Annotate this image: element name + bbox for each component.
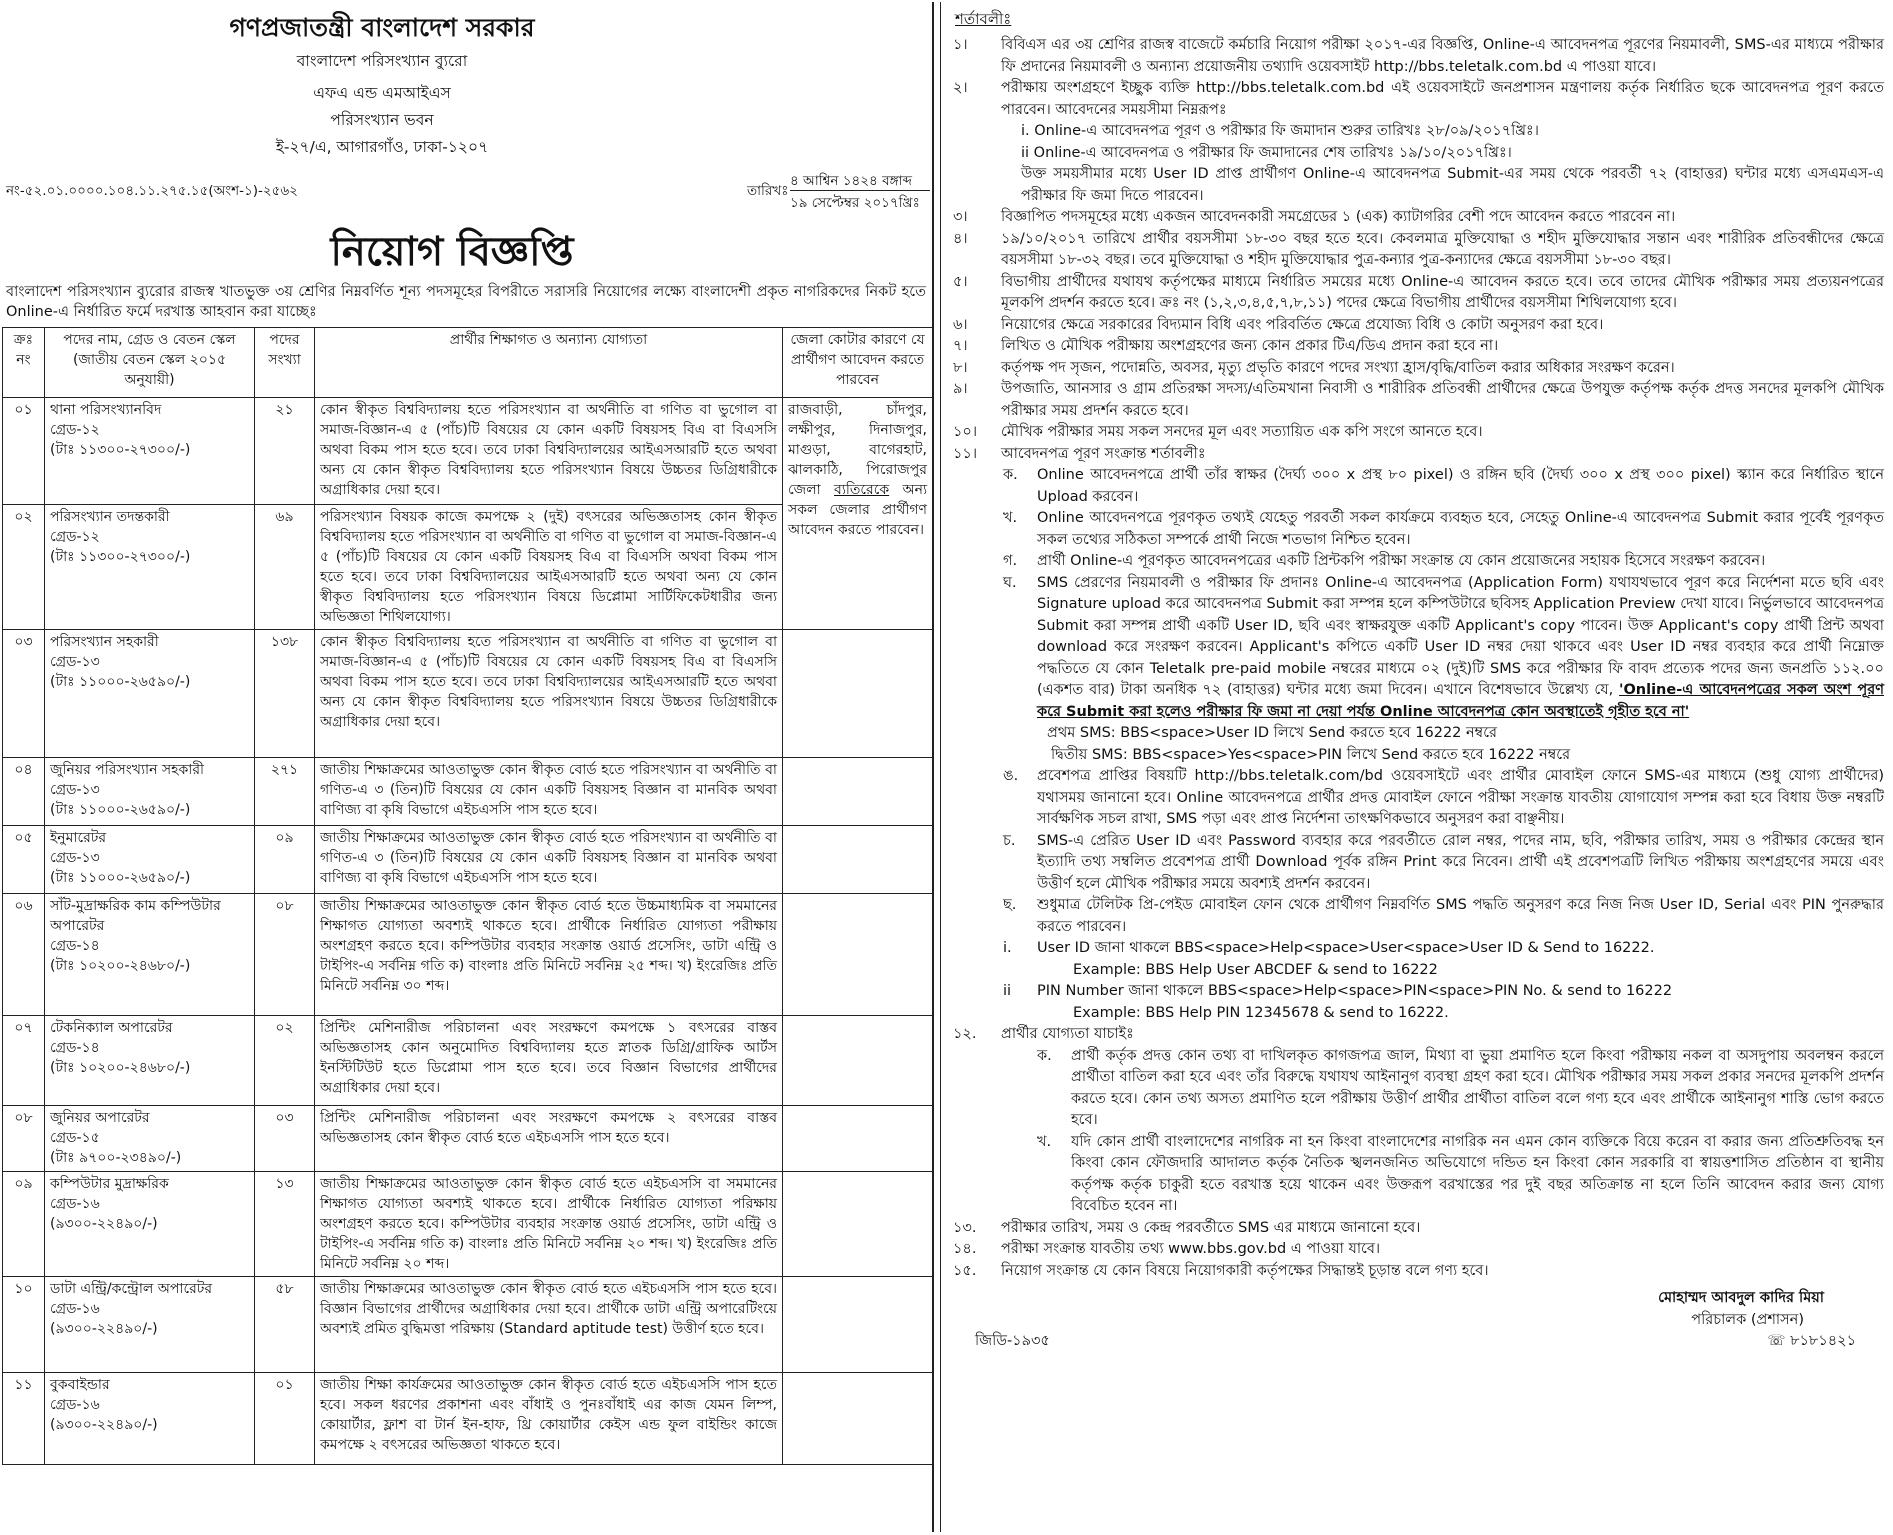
gd-number: জিডি-১৯৩৫	[975, 1333, 1050, 1349]
table-row	[3, 894, 933, 1016]
sub-text: SMS-এ প্রেরিত User ID এবং Password ব্যবহার করে পরবর্তীতে রোল নম্বর, পদের নাম, ছবি, পরীক্ষার তারিখ, সময় ও পরীক্ষার কেন্দ্রের স্থান ইত্যাদি তথ্য সম্বলিত প্রবেশপত্র প্রার্থী Download পূর্বক রঙ্গিন Print করে নিবেন। প্রার্থী এই প্রবেশপত্রটি লিখিত পরীক্ষায় অংশগ্রহণের সময়ে এবং উত্তীর্ণ হলে মৌখিক পরীক্ষার সময়ে অবশ্যই প্রদর্শন করবেন।	[1037, 832, 1884, 892]
end-date-line: ii Online-এ আবেদনপত্র ও পরীক্ষার ফি জমাদানের শেষ তারিখঃ ১৯/১০/২০১৭খ্রিঃ।	[1021, 144, 1512, 161]
row-post	[45, 758, 255, 826]
post-name: পরিসংখ্যান তদন্তকারী	[50, 509, 170, 525]
row-count: ১৩	[255, 1172, 315, 1277]
sub-text: Online আবেদনপত্রে পূরণকৃত তথ্যই যেহেতু পরবর্তী সকল কার্যক্রমে ব্যবহৃত হবে, সেহেতু Online-এ আবেদনপত্র Submit করার পূর্বেই পূরণকৃত সকল তথ্যের সঠিকতা সম্পর্কে প্রার্থী নিজে শতভাগ নিশ্চিত হবেন।	[1037, 510, 1884, 548]
post-scale: (টাঃ ১১৩০০-২৭৩০০/-)	[50, 549, 191, 565]
condition-1	[947, 35, 1884, 78]
condition-text: কর্তৃপক্ষ পদ সৃজন, পদোন্নতি, অবসর, মৃত্যু প্রভৃতি কারণে পদের সংখ্যা হ্রাস/বৃদ্ধি/বাতিল করার অধিকার সংরক্ষণ করেন।	[1001, 359, 1675, 376]
header-quota: জেলা কোটার কারণে যে প্রার্থীগণ আবেদন করতে পারবেন	[783, 328, 933, 398]
post-grade: গ্রেড-১৪	[50, 1040, 100, 1056]
quota-rest: অন্য সকল জেলার প্রার্থীগণ আবেদন করতে পারবেন।	[788, 482, 928, 538]
condition-11-chha	[1003, 895, 1884, 938]
condition-11-ka	[1003, 465, 1884, 508]
building-name: পরিসংখ্যান ভবন	[330, 111, 434, 129]
date-bangla: ৪ আশ্বিন ১৪২৪ বঙ্গাব্দ	[790, 173, 912, 189]
post-name: পরিসংখ্যান সহকারী	[50, 634, 159, 650]
sub-text	[1037, 573, 1884, 724]
condition-text: বিভাগীয় প্রার্থীদের যথাযথ কর্তৃপক্ষের মাধ্যমে নির্ধারিত সময়ের মধ্যে Online-এ আবেদন করতে হবে। তবে তাদের মৌখিক পরীক্ষার সময় প্রত্যয়নপত্রের মূলকপি প্রদর্শন করতে হবে। ক্রঃ নং (১,২,৩,৪,৫,৭,৮,১১) পদের ক্ষেত্রে বিভাগীয় প্রার্থীদের বয়সসীমা শিথিলযোগ্য হবে।	[1001, 273, 1884, 311]
condition-7	[947, 336, 1884, 358]
govt-name: গণপ্রজাতন্ত্রী বাংলাদেশ সরকার	[229, 13, 535, 42]
row-count: ০৮	[255, 894, 315, 1016]
condition-11-ga	[1003, 551, 1884, 573]
sub-text: প্রার্থী কর্তৃক প্রদত্ত কোন তথ্য বা দাখিলকৃত কাগজপত্র জাল, মিথ্যা বা ভুয়া প্রমাণিত হলে কিংবা পরীক্ষায় নকল বা অসদুপায় অবলম্বন করলে প্রার্থীতা বাতিল করা হবে এবং তাঁর বিরুদ্ধে যথাযথ আইনানুগ ব্যবস্থা গ্রহণ করা হবে। মৌখিক পরীক্ষার সময় সকল প্রকার সনদের মূলকপি প্রদর্শন করতে হবে। কোন তথ্য অসত্য প্রমাণিত হলে পরীক্ষায় উত্তীর্ণ প্রার্থীর প্রার্থীতা বাতিল বলে গণ্য হবে এবং প্রার্থীকে আইনানুগ শাস্তি ভোগ করতে হবে।	[1071, 1047, 1884, 1128]
signatory-designation: পরিচালক (প্রশাসন)	[1691, 1311, 1804, 1328]
condition-2	[947, 78, 1884, 121]
quota-empty	[783, 630, 933, 758]
condition-text: মৌখিক পরীক্ষার সময় সকল সনদের মূল এবং সত্যায়িত এক কপি সংগে আনতে হবে।	[1001, 424, 1483, 440]
address: ই-২৭/এ, আগারগাঁও, ঢাকা-১২০৭	[275, 138, 489, 156]
sub-number: i.	[1003, 940, 1012, 956]
condition-number: ৯।	[953, 381, 968, 397]
header-education: প্রার্থীর শিক্ষাগত ও অন্যান্য যোগ্যতা	[315, 328, 783, 398]
date-label: তারিখঃ	[747, 183, 789, 199]
row-count: ৬৯	[255, 505, 315, 630]
row-post	[45, 1106, 255, 1172]
row-post	[45, 826, 255, 894]
intro-text: বাংলাদেশ পরিসংখ্যান ব্যুরোর রাজস্ব খাতভুক্ত ৩য় শ্রেণির নিম্নবর্ণিত শূন্য পদসমূহের বিপরীতে সরাসরি নিয়োগের লক্ষ্যে বাংলাদেশী প্রকৃত নাগরিকদের নিকট হতে Online-এ নির্ধারিত ফর্মে দরখাস্ত আহবান করা যাচ্ছেঃ	[6, 284, 926, 320]
post-scale: (টাঃ ১১০০০-২৬৫৯০/-)	[50, 870, 191, 886]
phone-number: ৮১৮১৪২১	[1790, 1333, 1856, 1349]
post-grade: গ্রেড-১৩	[50, 850, 100, 866]
row-count: ০২	[255, 1016, 315, 1106]
table-row	[3, 1016, 933, 1106]
fee-warning: 'Online-এ আবেদনপত্রের সকল অংশ পূরণ করে Submit করা হলেও পরীক্ষার ফি জমা না দেয়া পর্যন্ত Online আবেদনপত্র কোন অবস্থাতেই গৃহীত হবে না'	[1037, 682, 1884, 720]
table-row	[3, 826, 933, 894]
condition-text: লিখিত ও মৌখিক পরীক্ষায় অংশগ্রহণের জন্য কোন প্রকার টিএ/ডিএ প্রদান করা হবে না।	[1001, 338, 1499, 354]
post-scale: (৯৩০০-২২৪৯০/-)	[50, 1417, 158, 1433]
condition-10	[947, 422, 1884, 444]
quota-cell	[783, 398, 933, 630]
quota-districts: রাজবাড়ী, চাঁদপুর, লক্ষীপুর, দিনাজপুর, মাগুড়া, বাগেরহাট, ঝালকাঠি, পিরোজপুর জেলা	[788, 402, 927, 498]
condition-11-kha	[1003, 508, 1884, 551]
row-education: জাতীয় শিক্ষাক্রমের আওতাভুক্ত কোন স্বীকৃত বোর্ড হতে এইচএসসি বা সমমানের শিক্ষাগত যোগ্যতা অবশ্যই থাকতে হবে। প্রার্থীকে নির্ধারিত যোগ্যতা পরিক্ষায় অংশগ্রহণ করতে হবে। কম্পিউটার ব্যবহার সংক্রান্ত ওয়ার্ড প্রসেসিং, ডাটা এন্ট্রি ও টাইপিং-এ সর্বনিম্ন গতি ক) বাংলাঃ প্রতি মিনিটে সর্বনিম্ন ২০ শব্দ। খ) ইংরেজিঃ প্রতি মিনিটে সর্বনিম্ন ২০ শব্দ।	[315, 1172, 783, 1277]
start-date-line: i. Online-এ আবেদনপত্র পূরণ ও পরীক্ষার ফি জমাদান শুরুর তারিখঃ ২৮/০৯/২০১৭খ্রিঃ।	[1021, 123, 1539, 139]
row-education: জাতীয় শিক্ষাক্রমের আওতাভুক্ত কোন স্বীকৃত বোর্ড হতে পরিসংখ্যান বা অর্থনীতি বা গণিত-এ ৩ (তিন)টি বিষয়ের যে কোন একটি বিষয়সহ বিজ্ঞান বা মানবিক অথবা বাণিজ্য বা কৃষি বিভাগে এইচএসসি পাস হতে হবে।	[315, 758, 783, 826]
sub-text: শুধুমাত্র টেলিটক প্রি-পেইড মোবাইল ফোন থেকে প্রার্থীগণ নিম্নবর্ণিত SMS পদ্ধতি অনুসরণ করে নিজ নিজ User ID, Serial এবং PIN পুনরুদ্ধার করতে পারবেন।	[1037, 897, 1884, 935]
second-sms-instruction: দ্বিতীয় SMS: BBS<space>Yes<space>PIN লিখে Send করতে হবে 16222 নম্বরে	[1051, 746, 1571, 763]
post-name: বুকবাইন্ডার	[50, 1377, 110, 1393]
bureau-name: বাংলাদেশ পরিসংখ্যান ব্যুরো	[296, 52, 468, 70]
post-name: জুনিয়র অপারেটর	[50, 1110, 150, 1126]
row-education: জাতীয় শিক্ষাক্রমের আওতাভুক্ত কোন স্বীকৃত বোর্ড হতে উচ্চমাধ্যমিক বা সমমানের শিক্ষাগত যোগ্যতা অবশ্যই থাকতে হবে। প্রার্থীকে নির্ধারিত যোগ্যতা পরীক্ষায় অংশগ্রহণ করতে হবে। কম্পিউটার ব্যবহার সংক্রান্ত ওয়ার্ড প্রসেসিং, ডাটা এন্ট্রি ও টাইপিং-এ সর্বনিম্ন গতি ক) বাংলাঃ প্রতি মিনিটে সর্বনিম্ন ২৫ শব্দ। খ) ইংরেজিঃ প্রতি মিনিটে সর্বনিম্ন ৩০ শব্দ।	[315, 894, 783, 1016]
sub-number: ii	[1003, 983, 1012, 999]
post-scale: (টাঃ ১১০০০-২৬৫৯০/-)	[50, 802, 191, 818]
condition-text: নিয়োগ সংক্রান্ত যে কোন বিষয়ে নিয়োগকারী কর্তৃপক্ষের সিদ্ধান্তই চূড়ান্ত বলে গণ্য হবে।	[1001, 1262, 1489, 1279]
table-row	[3, 758, 933, 826]
condition-13	[947, 1218, 1884, 1240]
post-grade: গ্রেড-১৬	[50, 1196, 100, 1212]
post-grade: গ্রেড-১৩	[50, 654, 100, 670]
row-post	[45, 505, 255, 630]
table-row	[3, 630, 933, 758]
row-serial: ০৬	[3, 894, 45, 1016]
row-count: ০১	[255, 1373, 315, 1465]
row-serial: ০৩	[3, 630, 45, 758]
condition-11-gha	[1003, 573, 1884, 724]
row-post	[45, 1373, 255, 1465]
sub-text: Online আবেদনপত্রে প্রার্থী তাঁর স্বাক্ষর (দৈর্ঘ্য ৩০০ x প্রস্থ ৮০ pixel) ও রঙ্গিন ছবি (দৈর্ঘ্য ৩০০ x প্রস্থ ৩০০ pixel) স্ক্যান করে নির্ধারিত স্থানে Upload করবেন।	[1037, 467, 1884, 505]
condition-number: ১১।	[953, 445, 978, 462]
condition-text: ১৯/১০/২০১৭ তারিখে প্রার্থীর বয়সসীমা ১৮-৩০ বছর হতে হবে। কেবলমাত্র মুক্তিযোদ্ধা ও শহীদ মুক্তিযোদ্ধার সন্তান এবং শারীরিক প্রতিবন্ধীদের ক্ষেত্রে বয়সসীমা ১৮-৩২ বছর। তবে মুক্তিযোদ্ধা ও শহীদ মুক্তিযোদ্ধার পুত্র-কন্যার পুত্র-কন্যাদের ক্ষেত্রে বয়সসীমা ১৮-৩০ বছর।	[1001, 230, 1884, 268]
header-count: পদের সংখ্যা	[255, 328, 315, 398]
row-serial: ০৮	[3, 1106, 45, 1172]
header-sl: ক্রঃ নং	[3, 328, 45, 398]
condition-11-uma	[1003, 766, 1884, 831]
row-serial: ১১	[3, 1373, 45, 1465]
phone-icon: ☏	[1767, 1333, 1786, 1349]
row-serial: ০৫	[3, 826, 45, 894]
condition-11	[947, 444, 1884, 466]
post-scale: (টাঃ ১১০০০-২৬৫৯০/-)	[50, 674, 191, 690]
fee-deadline-note: উক্ত সময়সীমার মধ্যে User ID প্রাপ্ত প্রার্থীগণ Online-এ আবেদনপত্র Submit-এর সময় থেকে পরবর্তী ৭২ (বাহাত্তর) ঘন্টার মধ্যে এসএমএস-এ পরীক্ষার ফি জমা দিতে পারবেন।	[1021, 166, 1884, 204]
post-name: জুনিয়র পরিসংখ্যান সহকারী	[50, 762, 205, 778]
post-grade: গ্রেড-১২	[50, 422, 100, 438]
sub-text: PIN Number জানা থাকলে BBS<space>Help<space>PIN<space>PIN No. & send to 16222	[1037, 983, 1673, 999]
condition-6	[947, 315, 1884, 337]
post-scale: (৯৩০০-২২৪৯০/-)	[50, 1216, 158, 1232]
condition-8	[947, 358, 1884, 380]
row-education: প্রিন্টিং মেশিনারীজ পরিচালনা এবং সংরক্ষণে কমপক্ষে ১ বৎসরের বাস্তব অভিজ্ঞতাসহ কোন অনুমোদিত বিশ্ববিদ্যালয় হতে স্নাতক ডিগ্রি/গ্রাফিক আর্টস ইনস্টিটিউট হতে ডিপ্লোমা পাস হতে হবে। তবে বিজ্ঞান বিভাগের প্রার্থীদের অগ্রাধিকার দেয়া হবে।	[315, 1016, 783, 1106]
condition-11-cha	[1003, 831, 1884, 896]
sub-number: গ.	[1003, 553, 1018, 569]
post-grade: গ্রেড-১২	[50, 529, 100, 545]
row-education: জাতীয় শিক্ষাক্রমের আওতাভুক্ত কোন স্বীকৃত বোর্ড হতে এইচএসসি পাস হতে হবে। বিজ্ঞান বিভাগের প্রার্থীদের অগ্রাধিকার দেয়া হবে। প্রার্থীকে ডাটা এন্ট্রি অপারেটিংয়ে অবশ্যই প্রমিত বুদ্ধিমত্তা পরিক্ষায় (Standard aptitude test) উত্তীর্ণ হতে হবে।	[315, 1277, 783, 1373]
row-serial: ০১	[3, 398, 45, 505]
condition-text: পরীক্ষায় অংশগ্রহণে ইচ্ছুক ব্যক্তি http://bbs.teletalk.com.bd এই ওয়েবসাইটে জনপ্রশাসন মন্ত্রণালয় কর্তৃক নির্ধারিত ছকে আবেদনপত্র পূরণ করতে পারবেন। আবেদনের সময়সীমা নিম্নরূপঃ	[1001, 80, 1884, 118]
post-name: টেকনিক্যাল অপারেটর	[50, 1020, 173, 1036]
row-post	[45, 398, 255, 505]
sub-number: ঙ.	[1003, 768, 1019, 784]
row-post	[45, 630, 255, 758]
row-count: ৫৮	[255, 1277, 315, 1373]
condition-14	[947, 1239, 1884, 1261]
vacancy-table	[2, 327, 933, 1465]
row-count: ০৯	[255, 826, 315, 894]
sub-text: প্রবেশপত্র প্রাপ্তির বিষয়টি http://bbs.teletalk.com/bd ওয়েবসাইটে এবং প্রার্থীর মোবাইল ফোনে SMS-এর মাধ্যমে (শুধু যোগ্য প্রার্থীদের) যথাসময় জানানো হবে। Online আবেদনপত্রে প্রার্থীর প্রদত্ত মোবাইল ফোনে পরীক্ষা সংক্রান্ত যাবতীয় যোগাযোগ সম্পন্ন করা হবে বিধায় উক্ত নম্বরটি সার্বক্ষণিক সচল রাখা, SMS পড়া এবং প্রাপ্ত নির্দেশনা তাৎক্ষণিকভাবে অনুসরণ করা বাঞ্ছনীয়।	[1037, 768, 1884, 827]
row-education: জাতীয় শিক্ষা কার্যক্রমের আওতাভুক্ত কোন স্বীকৃত বোর্ড হতে এইচএসসি পাস হতে হবে। সকল ধরণের প্রকাশনা এবং বাঁধাই ও পুনঃবাঁধাই এর কাজ যেমন লিম্প, কোয়ার্টার, ফ্লাশ বা টার্ন ইন-হাফ, থ্রি কোয়ার্টার কেইস এন্ড ফুল বাইন্ডিং কাজে কমপক্ষে ২ বৎসরের অভিজ্ঞতা থাকতে হবে।	[315, 1373, 783, 1465]
condition-text: পরীক্ষার তারিখ, সময় ও কেন্দ্র পরবর্তীতে SMS এর মাধ্যমে জানানো হবে।	[1001, 1219, 1421, 1236]
quota-empty	[783, 1106, 933, 1172]
quota-empty	[783, 1172, 933, 1277]
row-education: পরিসংখ্যান বিষয়ক কাজে কমপক্ষে ২ (দুই) বৎসরের অভিজ্ঞতাসহ কোন স্বীকৃত বিশ্ববিদ্যালয় হতে পরিসংখ্যান বা অর্থনীতি বা গণিত বা ভুগোল বা সমাজ-বিজ্ঞান-এ ৫ (পাঁচ)টি বিষয়ের যে কোন একটি বিষয়সহ বিএ বা বিএসসি অথবা বিকম পাস হতে হবে। তবে ঢাকা বিশ্ববিদ্যালয়ের আইএসআরটি হতে অথবা অন্য যে কোন স্বীকৃত বিশ্ববিদ্যালয় হতে পরিসংখ্যান বিষয়ে ডিপ্লোমা সার্টিফিকেটধারীর জন্য অভিজ্ঞতা শিথিলযোগ্য।	[315, 505, 783, 630]
condition-text: বিবিএস এর ৩য় শ্রেণির রাজস্ব বাজেটে কর্মচারি নিয়োগ পরীক্ষা ২০১৭-এর বিজ্ঞপ্তি, Online-এ আবেদনপত্র পূরণের নিয়মাবলী, SMS-এর মাধ্যমে পরীক্ষার ফি প্রদানের নিয়মাবলী ও অন্যান্য প্রয়োজনীয় তথ্যাদি ওয়েবসাইট http://bbs.teletalk.com.bd এ পাওয়া যাবে।	[1001, 37, 1884, 75]
post-name: সাঁট-মুদ্রাক্ষরিক কাম কম্পিউটার অপারেটর	[50, 898, 221, 934]
condition-number: ২।	[953, 80, 968, 96]
first-sms-instruction: প্রথম SMS: BBS<space>User ID লিখে Send করতে হবে 16222 নম্বরে	[1047, 725, 1498, 741]
quota-empty	[783, 1373, 933, 1465]
condition-text: উপজাতি, আনসার ও গ্রাম প্রতিরক্ষা সদস্য/এতিমখানা নিবাসী ও শারীরিক প্রতিবন্ধী প্রার্থীদের ক্ষেত্রে উপযুক্ত কর্তৃপক্ষ কর্তৃক প্রদত্ত সনদের মূলকপি মৌখিক পরীক্ষার সময় প্রদর্শন করতে হবে।	[1001, 381, 1884, 419]
post-scale: (টাঃ ১১৩০০-২৭৩০০/-)	[50, 442, 191, 458]
post-grade: গ্রেড-১৬	[50, 1301, 100, 1317]
post-name: ইনুমারেটর	[50, 830, 107, 846]
post-name: থানা পরিসংখ্যানবিদ	[50, 402, 162, 418]
sub-text: প্রার্থী Online-এ পূরণকৃত আবেদনপত্রের একটি প্রিন্টকপি পরীক্ষা সংক্রান্ত যে কোন প্রয়োজনের সহায়ক হিসেবে সংরক্ষণ করবেন।	[1037, 553, 1766, 569]
sub-number: ছ.	[1003, 897, 1017, 913]
table-header-row	[3, 328, 933, 398]
quota-empty	[783, 1016, 933, 1106]
post-grade: গ্রেড-১৩	[50, 782, 100, 798]
post-scale: (টাঃ ১০২০০-২৪৬৮০/-)	[50, 958, 191, 974]
row-post	[45, 894, 255, 1016]
condition-number: ৩।	[953, 209, 968, 225]
help-pin-example: Example: BBS Help PIN 12345678 & send to 16222.	[1073, 1004, 1449, 1021]
sub-number: ক.	[1003, 467, 1018, 483]
phone-block	[1767, 1331, 1856, 1353]
row-serial: ০৭	[3, 1016, 45, 1106]
post-grade: গ্রেড-১৫	[50, 1130, 100, 1146]
quota-empty	[783, 1277, 933, 1373]
row-education: প্রিন্টিং মেশিনারীজ পরিচালনা এবং সংরক্ষণে কমপক্ষে ২ বৎসরের বাস্তব অভিজ্ঞতাসহ কোন স্বীকৃত বোর্ড হতে এইচএসসি পাস হতে হবে।	[315, 1106, 783, 1172]
row-count: ১৩৮	[255, 630, 315, 758]
row-post	[45, 1172, 255, 1277]
condition-number: ১০।	[953, 424, 978, 440]
condition-number: ১।	[953, 37, 968, 53]
sub-number: খ.	[1003, 510, 1018, 526]
row-post	[45, 1016, 255, 1106]
post-grade: গ্রেড-১৬	[50, 1397, 100, 1413]
quota-empty	[783, 826, 933, 894]
post-scale: (টাঃ ৯৭০০-২৩৪৯০/-)	[50, 1150, 182, 1166]
row-serial: ০৪	[3, 758, 45, 826]
row-education: কোন স্বীকৃত বিশ্ববিদ্যালয় হতে পরিসংখ্যান বা অর্থনীতি বা গণিত বা ভুগোল বা সমাজ-বিজ্ঞান-এ ৫ (পাঁচ)টি বিষয়ের যে কোন একটি বিষয়সহ বিএ বা বিএসসি অথবা বিকম পাস হতে হবে। তবে ঢাকা বিশ্ববিদ্যালয়ের আইএসআরটি হতে অথবা অন্য যে কোন স্বীকৃত বিশ্ববিদ্যালয় হতে পরিসংখ্যান বিষয়ে উচ্চতর ডিগ্রিধারীকে অগ্রাধিকার দেয়া হবে।	[315, 630, 783, 758]
quota-empty	[783, 894, 933, 1016]
sms-rules-text: SMS প্রেরণের নিয়মাবলী ও পরীক্ষার ফি প্রদানঃ Online-এ আবেদনপত্র (Application Form) যথাযথভাবে পূরণ করে নির্দেশনা মতে ছবি এবং Signature upload করে আবেদনপত্র Submit করা সম্পন্ন হলে কম্পিউটারে ছবিসহ Application Preview দেখা যাবে। নির্ভুলভাবে আবেদনপত্র Submit করা সম্পন্ন প্রার্থী একটি User ID, ছবি এবং স্বাক্ষরযুক্ত একটি Applicant's copy পাবেন। উক্ত Applicant's copy প্রার্থী প্রিন্ট অথবা download করে সংরক্ষণ করবেন। Applicant's কপিতে একটি User ID নম্বর দেয়া থাকবে এবং User ID নম্বর ব্যবহার করে প্রার্থী নিম্নোক্ত পদ্ধতিতে যে কোন Teletalk pre-paid mobile নম্বরের মাধ্যমে ০২ (দুই)টি SMS করে পরীক্ষার ফি বাবদ প্রত্যেক পদের জন্য জনপ্রতি ১১২.০০ (একশত বার) টাকা অনধিক ৭২ (বাহাত্তর) ঘন্টার মধ্যে জমা দিবেন। এখানে বিশেষভাবে উল্লেখ্য যে,	[1037, 574, 1884, 698]
post-name: ডাটা এন্ট্রি/কন্ট্রোল অপারেটর	[50, 1281, 213, 1297]
condition-text: আবেদনপত্র পূরণ সংক্রান্ত শর্তাবলীঃ	[1001, 445, 1206, 462]
sub-number: খ.	[1037, 1133, 1052, 1150]
quota-empty	[783, 758, 933, 826]
row-serial: ০৯	[3, 1172, 45, 1277]
table-row	[3, 1373, 933, 1465]
condition-number: ৬।	[953, 316, 968, 333]
table-row	[3, 1172, 933, 1277]
signatory-name: মোহাম্মদ আবদুল কাদির মিয়া	[1658, 1290, 1824, 1306]
row-post	[45, 1277, 255, 1373]
condition-3	[947, 207, 1884, 229]
condition-12-kha	[1037, 1132, 1884, 1218]
condition-15	[947, 1261, 1884, 1283]
condition-text: বিজ্ঞাপিত পদসমূহের মধ্যে একজন আবেদনকারী সমগ্রেডের ১ (এক) ক্যাটাগরির বেশী পদে আবেদন করতে পারবেন না।	[1001, 209, 1676, 225]
condition-9	[947, 379, 1884, 422]
condition-text: পরীক্ষা সংক্রান্ত যাবতীয় তথ্য www.bbs.gov.bd এ পাওয়া যাবে।	[1001, 1241, 1381, 1257]
table-row	[3, 398, 933, 505]
row-serial: ০২	[3, 505, 45, 630]
row-count: ০৩	[255, 1106, 315, 1172]
sub-text: যদি কোন প্রার্থী বাংলাদেশের নাগরিক না হন কিংবা বাংলাদেশের নাগরিক নন এমন কোন ব্যক্তিকে বিয়ে করেন বা করার জন্য প্রতিশ্রুতিবদ্ধ হন কিংবা কোন ফৌজদারি আদালত কর্তৃক নৈতিক স্খলনজনিত অভিযোগে দন্ডিত হন কিংবা কোন সরকারি বা স্বায়ত্তশাসিত প্রতিষ্ঠান বা স্থানীয় কর্তৃপক্ষ কর্তৃক চাকুরী হতে বরখাস্ত হয়ে থাকেন এবং উক্তরূপ বরখাস্তের পর দুই বছর অতিক্রান্ত না হলে তিনি আবেদন করার জন্য যোগ্য বিবেচিত হবেন না।	[1071, 1133, 1884, 1214]
header-post: পদের নাম, গ্রেড ও বেতন স্কেল (জাতীয় বেতন স্কেল ২০১৫ অনুযায়ী)	[45, 328, 255, 398]
condition-number: ৮।	[953, 359, 968, 376]
condition-12-ka	[1037, 1046, 1884, 1132]
memo-number: নং-৫২.০১.০০০০.১০৪.১১.২৭৫.১৫(অংশ-১)-২৫৬২	[6, 183, 298, 199]
row-serial: ১০	[3, 1277, 45, 1373]
sub-number: ঘ.	[1003, 574, 1017, 591]
help-pin	[1003, 981, 1884, 1003]
post-scale: (টাঃ ১০২০০-২৪৬৮০/-)	[50, 1060, 191, 1076]
condition-number: ১৩.	[953, 1219, 977, 1236]
date-english: ১৯ সেপ্টেম্বর ২০১৭খ্রিঃ	[790, 190, 930, 215]
table-row	[3, 1277, 933, 1373]
help-user-id-example: Example: BBS Help User ABCDEF & send to 16222	[1073, 961, 1438, 978]
condition-number: ৪।	[953, 230, 968, 247]
condition-text: নিয়োগের ক্ষেত্রে সরকারের বিদ্যমান বিধি এবং পরিবর্তিত ক্ষেত্রে প্রযোজ্য বিধি ও কোটা অনুসরণ করা হবে।	[1001, 316, 1604, 333]
sub-number: ক.	[1037, 1047, 1052, 1064]
condition-12	[947, 1024, 1884, 1046]
right-column	[940, 2, 1890, 1532]
wing-name: এফএ এন্ড এমআইএস	[313, 84, 451, 102]
quota-except: ব্যতিরেকে	[834, 482, 890, 498]
sub-number: চ.	[1003, 832, 1016, 849]
row-education: কোন স্বীকৃত বিশ্ববিদ্যালয় হতে পরিসংখ্যান বা অর্থনীতি বা গণিত বা ভুগোল বা সমাজ-বিজ্ঞান-এ ৫ (পাঁচ)টি বিষয়ের যে কোন একটি বিষয়সহ বিএ বা বিএসসি অথবা বিকম পাস হতে হবে। তবে ঢাকা বিশ্ববিদ্যালয়ের আইএসআরটি হতে অথবা অন্য যে কোন স্বীকৃত বিশ্ববিদ্যালয় হতে পরিসংখ্যান বিষয়ে উচ্চতর ডিগ্রিধারীকে অগ্রাধিকার দেয়া হবে।	[315, 398, 783, 505]
condition-number: ১৫.	[953, 1262, 977, 1279]
sub-text: User ID জানা থাকলে BBS<space>Help<space>User<space>User ID & Send to 16222.	[1037, 940, 1655, 956]
left-column	[2, 2, 934, 1532]
footer-row	[947, 1331, 1884, 1353]
condition-number: ১২.	[953, 1026, 977, 1042]
table-row	[3, 1106, 933, 1172]
post-grade: গ্রেড-১৪	[50, 938, 100, 954]
condition-text: প্রার্থীর যোগ্যতা যাচাইঃ	[1001, 1026, 1134, 1042]
condition-number: ৭।	[953, 338, 968, 354]
post-name: কম্পিউটার মুদ্রাক্ষরিক	[50, 1176, 169, 1192]
page-title: নিয়োগ বিজ্ঞপ্তি	[330, 228, 574, 275]
post-scale: (৯৩০০-২২৪৯০/-)	[50, 1321, 158, 1337]
condition-number: ১৪.	[953, 1241, 977, 1257]
help-user-id	[1003, 938, 1884, 960]
condition-5	[947, 272, 1884, 315]
row-count: ২১	[255, 398, 315, 505]
row-count: ২৭১	[255, 758, 315, 826]
conditions-heading: শর্তাবলীঃ	[955, 10, 1012, 28]
condition-4	[947, 229, 1884, 272]
condition-number: ৫।	[953, 273, 968, 290]
row-education: জাতীয় শিক্ষাক্রমের আওতাভুক্ত কোন স্বীকৃত বোর্ড হতে পরিসংখ্যান বা অর্থনীতি বা গণিত-এ ৩ (তিন)টি বিষয়ের যে কোন একটি বিষয়সহ বিজ্ঞান বা মানবিক অথবা বাণিজ্য বা কৃষি বিভাগে এইচএসসি পাস হতে হবে।	[315, 826, 783, 894]
